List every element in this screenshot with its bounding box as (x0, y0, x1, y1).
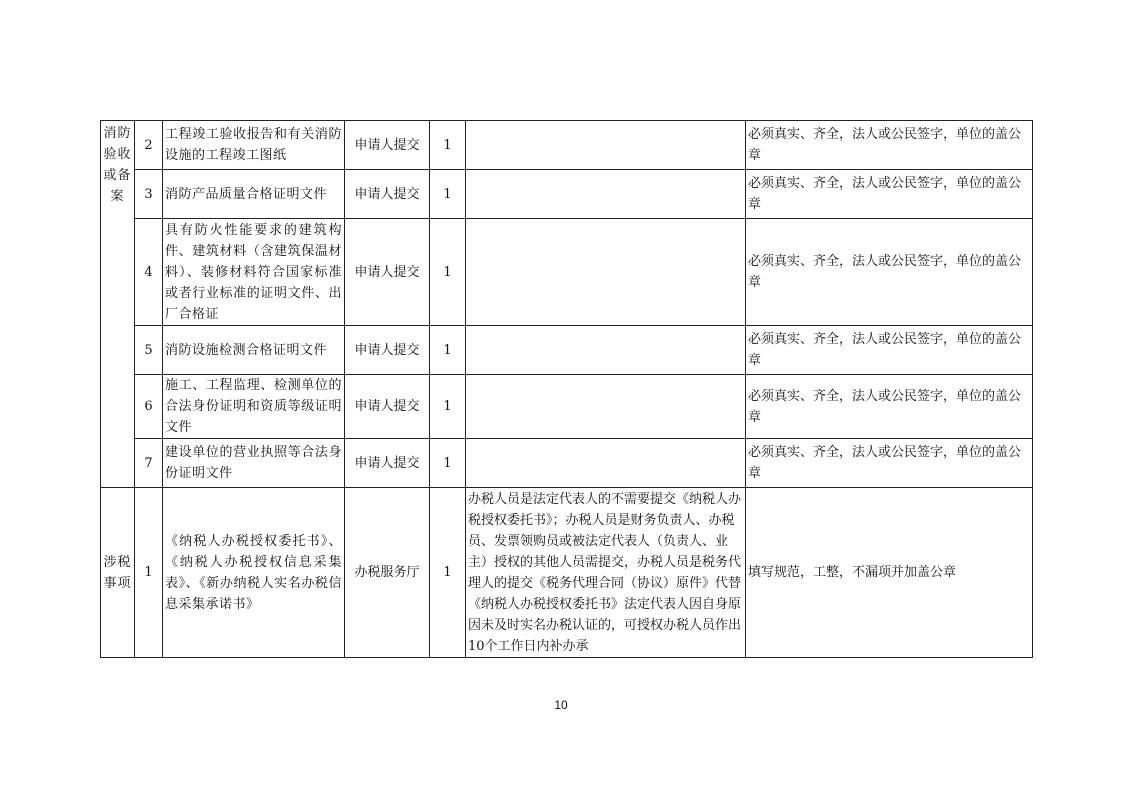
material-requirement: 必须真实、齐全，法人或公民签字，单位的盖公章 (746, 326, 1033, 375)
row-number: 1 (135, 488, 163, 658)
material-source: 申请人提交 (345, 170, 430, 219)
material-source: 办税服务厅 (345, 488, 430, 658)
materials-table (100, 120, 1033, 658)
material-description (466, 219, 746, 326)
page-number: 10 (554, 698, 568, 712)
table-row (101, 170, 1033, 219)
table-row (101, 375, 1033, 439)
material-requirement: 必须真实、齐全，法人或公民签字，单位的盖公章 (746, 375, 1033, 439)
material-source: 申请人提交 (345, 219, 430, 326)
category-label: 消防验收或备案 (103, 126, 132, 204)
material-source: 申请人提交 (345, 121, 430, 170)
material-name: 工程竣工验收报告和有关消防设施的工程竣工图纸 (163, 121, 345, 170)
material-requirement: 必须真实、齐全，法人或公民签字，单位的盖公章 (746, 219, 1033, 326)
material-quantity: 1 (430, 488, 466, 658)
row-number: 5 (135, 326, 163, 375)
material-name: 消防设施检测合格证明文件 (163, 326, 345, 375)
material-description (466, 121, 746, 170)
material-description (466, 326, 746, 375)
material-requirement: 填写规范，工整，不漏项并加盖公章 (746, 488, 1033, 658)
material-quantity: 1 (430, 170, 466, 219)
material-source: 申请人提交 (345, 375, 430, 439)
row-number: 2 (135, 121, 163, 170)
row-number: 4 (135, 219, 163, 326)
row-number: 6 (135, 375, 163, 439)
material-requirement: 必须真实、齐全，法人或公民签字，单位的盖公章 (746, 121, 1033, 170)
category-label: 涉税事项 (103, 554, 132, 591)
material-name: 消防产品质量合格证明文件 (163, 170, 345, 219)
material-quantity: 1 (430, 439, 466, 488)
row-number: 7 (135, 439, 163, 488)
material-requirement: 必须真实、齐全，法人或公民签字，单位的盖公章 (746, 439, 1033, 488)
material-name: 施工、工程监理、检测单位的合法身份证明和资质等级证明文件 (163, 375, 345, 439)
table-row (101, 488, 1033, 658)
material-quantity: 1 (430, 375, 466, 439)
material-requirement: 必须真实、齐全，法人或公民签字，单位的盖公章 (746, 170, 1033, 219)
category-cell (101, 488, 135, 658)
table-row (101, 326, 1033, 375)
material-quantity: 1 (430, 326, 466, 375)
table-row (101, 219, 1033, 326)
material-description (466, 375, 746, 439)
material-description: 办税人员是法定代表人的不需要提交《纳税人办税授权委托书》；办税人员是财务负责人、办税员、发票领购员或被法定代表人（负责人、业主）授权的其他人员需提交，办税人员是税务代理人的提交《税务代理合同（协议）原件》代替《纳税人办税授权委托书》法定代表人因自身原因未及时实名办税认证的，可授权办税人员作出10个工作日内补办承 (466, 488, 746, 658)
material-quantity: 1 (430, 121, 466, 170)
material-name: 具有防火性能要求的建筑构件、建筑材料（含建筑保温材料）、装修材料符合国家标准或者行业标准的证明文件、出厂合格证 (163, 219, 345, 326)
material-description (466, 439, 746, 488)
category-cell (101, 121, 135, 488)
material-name: 《纳税人办税授权委托书》、《纳税人办税授权信息采集表》、《新办纳税人实名办税信息采集承诺书》 (163, 488, 345, 658)
material-description (466, 170, 746, 219)
table-row (101, 121, 1033, 170)
material-source: 申请人提交 (345, 326, 430, 375)
material-source: 申请人提交 (345, 439, 430, 488)
material-name: 建设单位的营业执照等合法身份证明文件 (163, 439, 345, 488)
table-row (101, 439, 1033, 488)
material-quantity: 1 (430, 219, 466, 326)
row-number: 3 (135, 170, 163, 219)
